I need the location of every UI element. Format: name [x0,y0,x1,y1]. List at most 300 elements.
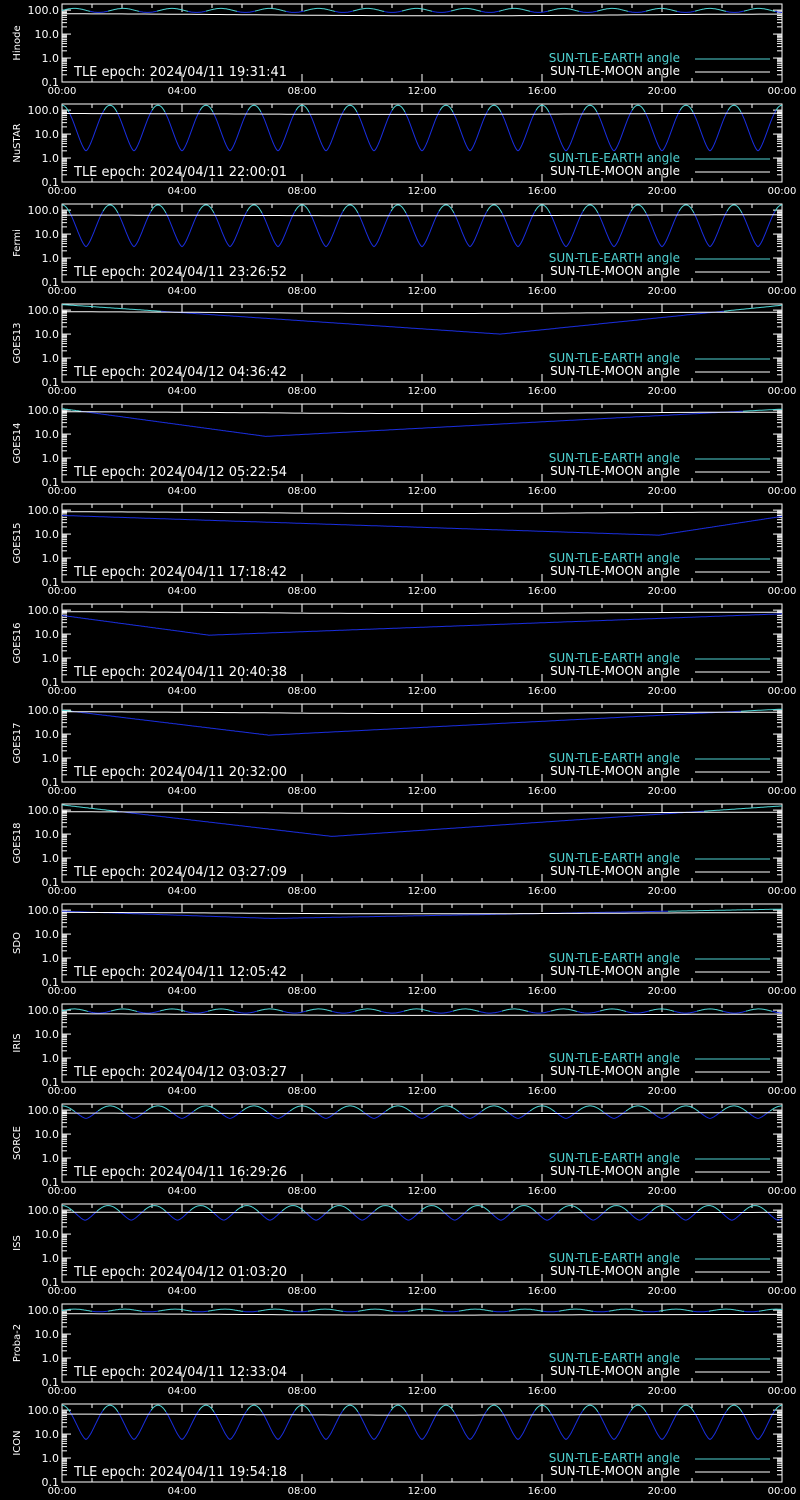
tle-epoch-label: TLE epoch: 2024/04/12 03:27:09 [74,865,288,880]
panel-proba-2 [12,1304,796,1397]
x-tick-label: 00:00 [767,986,797,997]
series-earth-angle [746,1009,772,1011]
x-tick-label: 00:00 [47,786,77,797]
y-tick-label: 10.0 [34,328,59,342]
panel-iss [12,1204,796,1297]
series-earth-angle [185,1011,208,1013]
x-tick-label: 16:00 [527,986,557,997]
series-earth-angle [747,1111,770,1118]
series-moon-angle [62,1014,782,1016]
x-tick-label: 08:00 [287,486,317,497]
series-earth-angle [742,211,775,246]
y-tick-label: 1.0 [41,52,59,66]
tle-epoch-label: TLE epoch: 2024/04/11 19:31:41 [74,65,288,80]
series-moon-angle [62,612,782,614]
series-earth-angle [152,105,165,112]
series-earth-angle [363,1111,386,1118]
series-earth-angle [467,1206,490,1213]
series-earth-angle [137,1011,160,1013]
series-earth-angle [726,11,744,12]
y-tick-label: 0.1 [41,1076,59,1089]
panel-hinode [12,4,796,97]
y-tick-label: 0.1 [41,1376,59,1389]
panel-icon [12,1404,796,1497]
series-earth-angle [674,1106,699,1112]
y-tick-label: 1.0 [41,352,59,366]
series-earth-angle [507,1111,530,1118]
series-earth-angle [451,8,481,11]
series-earth-angle [600,1009,626,1012]
series-earth-angle [247,1405,262,1412]
x-tick-label: 00:00 [767,1186,797,1197]
series-earth-angle [584,105,597,112]
series-moon-angle [62,113,782,114]
x-tick-label: 20:00 [647,386,677,397]
x-tick-label: 00:00 [767,86,797,97]
x-tick-label: 00:00 [47,886,77,897]
series-earth-angle [652,1206,674,1212]
legend-moon-label: SUN-TLE-MOON angle [550,564,680,578]
x-tick-label: 16:00 [527,1086,557,1097]
x-tick-label: 04:00 [167,786,197,797]
series-earth-angle [609,1309,643,1311]
series-earth-angle [355,1009,381,1011]
series-earth-angle [375,1206,397,1212]
series-earth-angle [421,1206,443,1212]
series-earth-angle [555,1111,578,1118]
y-tick-label: 100.0 [27,904,59,918]
series-earth-angle [358,211,391,246]
x-tick-label: 04:00 [167,586,197,597]
series-earth-angle [92,1311,108,1312]
series-earth-angle [727,1405,742,1412]
x-tick-label: 16:00 [527,686,557,697]
series-earth-angle [443,1311,459,1312]
series-earth-angle [693,110,728,151]
x-tick-label: 00:00 [47,986,77,997]
y-tick-label: 100.0 [27,204,59,218]
legend-earth-label: SUN-TLE-EARTH angle [548,1251,680,1265]
y-tick-label: 0.1 [41,276,59,289]
x-tick-label: 08:00 [287,1186,317,1197]
series-earth-angle [488,105,501,112]
series-earth-angle [397,1211,421,1220]
y-axis-label: GOES16 [12,622,23,664]
series-earth-angle [358,1309,393,1311]
series-earth-angle [728,105,741,112]
y-tick-label: 100.0 [27,404,59,418]
legend-moon-label: SUN-TLE-MOON angle [550,864,680,878]
y-tick-label: 1.0 [41,452,59,466]
panel-nustar [12,104,796,197]
series-earth-angle [344,105,357,112]
y-axis-label: SDO [12,932,23,954]
x-tick-label: 20:00 [647,1086,677,1097]
series-earth-angle [258,1309,293,1311]
legend-earth-label: SUN-TLE-EARTH angle [548,1151,680,1165]
x-tick-label: 00:00 [767,886,797,897]
series-earth-angle [530,11,548,12]
series-earth-angle [117,811,704,836]
series-earth-angle [88,1011,111,1013]
legend-earth-label: SUN-TLE-EARTH angle [548,551,680,565]
y-tick-label: 100.0 [27,704,59,718]
x-tick-label: 12:00 [407,486,437,497]
series-earth-angle [98,1106,123,1112]
x-tick-label: 16:00 [527,1186,557,1197]
series-earth-angle [502,211,535,246]
series-earth-angle [108,8,139,11]
y-axis-label: GOES14 [12,422,23,464]
series-earth-angle [351,1211,375,1221]
y-tick-label: 0.1 [41,976,59,989]
x-tick-label: 00:00 [47,286,77,297]
y-axis-label: ICON [12,1430,23,1456]
legend-moon-label: SUN-TLE-MOON angle [550,1464,680,1478]
series-earth-angle [166,211,199,246]
series-earth-angle [402,8,432,11]
series-earth-angle [597,110,632,151]
x-tick-label: 12:00 [407,1286,437,1297]
series-earth-angle [62,205,70,213]
series-earth-angle [550,211,583,246]
series-moon-angle [62,312,782,314]
x-tick-label: 20:00 [647,686,677,697]
tle-epoch-label: TLE epoch: 2024/04/11 20:40:38 [74,665,288,680]
y-tick-label: 10.0 [34,828,59,842]
series-earth-angle [97,1206,120,1212]
x-tick-label: 20:00 [647,886,677,897]
y-tick-label: 10.0 [34,1328,59,1342]
series-earth-angle [70,1410,103,1439]
x-tick-label: 20:00 [647,86,677,97]
tle-epoch-label: TLE epoch: 2024/04/11 17:18:42 [74,565,288,580]
y-tick-label: 0.1 [41,876,59,889]
series-earth-angle [338,1106,363,1112]
x-tick-label: 16:00 [527,1286,557,1297]
series-earth-angle [286,11,304,12]
x-tick-label: 08:00 [287,886,317,897]
panel-sorce [12,1104,796,1197]
x-tick-label: 00:00 [767,786,797,797]
y-tick-label: 1.0 [41,1452,59,1466]
x-tick-label: 20:00 [647,586,677,597]
y-tick-label: 10.0 [34,928,59,942]
x-tick-label: 20:00 [647,486,677,497]
y-tick-label: 10.0 [34,1128,59,1142]
series-earth-angle [499,8,530,11]
x-tick-label: 04:00 [167,686,197,697]
x-tick-label: 16:00 [527,386,557,397]
series-earth-angle [490,1211,513,1220]
y-axis-label: SORCE [12,1126,23,1160]
x-tick-label: 12:00 [407,86,437,97]
series-earth-angle [139,11,157,12]
x-tick-label: 12:00 [407,286,437,297]
series-moon-angle [62,512,782,514]
series-earth-angle [144,1206,166,1212]
series-earth-angle [108,1309,142,1311]
x-tick-label: 20:00 [647,1286,677,1297]
series-earth-angle [583,1405,598,1412]
x-tick-label: 12:00 [407,1486,437,1497]
legend-earth-label: SUN-TLE-EARTH angle [548,751,680,765]
tle-epoch-label: TLE epoch: 2024/04/12 04:36:42 [74,365,288,380]
x-tick-label: 16:00 [527,886,557,897]
series-earth-angle [81,411,743,436]
series-earth-angle [200,105,213,112]
series-earth-angle [459,1309,493,1311]
x-tick-label: 04:00 [167,1386,197,1397]
series-earth-angle [267,1111,290,1118]
series-earth-angle [408,1309,443,1311]
series-earth-angle [651,1111,674,1118]
series-earth-angle [598,211,631,246]
x-tick-label: 20:00 [647,186,677,197]
series-earth-angle [411,1111,434,1118]
legend-moon-label: SUN-TLE-MOON angle [550,1364,680,1378]
x-tick-label: 08:00 [287,686,317,697]
series-earth-angle [392,105,405,112]
x-tick-label: 08:00 [287,786,317,797]
series-earth-angle [262,211,295,246]
x-tick-label: 12:00 [407,1086,437,1097]
y-tick-label: 1.0 [41,252,59,266]
series-earth-angle [206,8,237,11]
y-tick-label: 10.0 [34,628,59,642]
x-tick-label: 00:00 [767,186,797,197]
series-earth-angle [577,1011,600,1013]
x-tick-label: 08:00 [287,1386,317,1397]
x-tick-label: 00:00 [767,1286,797,1297]
panel-sdo [12,904,796,997]
series-earth-angle [309,110,344,151]
series-earth-angle [328,1206,351,1212]
x-tick-label: 04:00 [167,486,197,497]
x-tick-label: 00:00 [767,586,797,597]
y-tick-label: 100.0 [27,304,59,318]
series-earth-angle [767,1212,782,1220]
legend-earth-label: SUN-TLE-EARTH angle [548,151,680,165]
legend-moon-label: SUN-TLE-MOON angle [550,664,680,678]
series-earth-angle [697,1009,723,1011]
y-tick-label: 100.0 [27,604,59,618]
series-moon-angle [62,1113,782,1114]
series-earth-angle [405,110,440,151]
y-tick-label: 1.0 [41,952,59,966]
y-tick-label: 1.0 [41,152,59,166]
series-earth-angle [386,1106,411,1112]
x-tick-label: 00:00 [767,1086,797,1097]
y-axis-label: Fermi [12,229,23,257]
series-earth-angle [213,110,248,151]
series-earth-angle [151,1405,166,1412]
legend-moon-label: SUN-TLE-MOON angle [550,464,680,478]
series-earth-angle [247,205,262,213]
y-tick-label: 10.0 [34,228,59,242]
series-earth-angle [443,1211,467,1220]
y-tick-label: 10.0 [34,1228,59,1242]
series-earth-angle [255,8,286,11]
series-earth-angle [381,1011,404,1013]
x-tick-label: 16:00 [527,286,557,297]
series-earth-angle [146,1106,171,1112]
x-tick-label: 00:00 [767,486,797,497]
series-earth-angle [243,1311,258,1312]
x-tick-label: 20:00 [647,1186,677,1197]
series-earth-angle [479,1011,502,1013]
series-earth-angle [343,1405,358,1412]
x-tick-label: 08:00 [287,386,317,397]
x-tick-label: 16:00 [527,786,557,797]
x-tick-label: 04:00 [167,1186,197,1197]
tle-epoch-label: TLE epoch: 2024/04/12 01:03:20 [74,1265,288,1280]
series-earth-angle [727,205,742,213]
series-earth-angle [626,1106,651,1112]
series-earth-angle [208,1009,234,1011]
tle-epoch-label: TLE epoch: 2024/04/11 23:26:52 [74,265,288,280]
panel-goes16 [12,604,796,697]
y-axis-label: GOES13 [12,322,23,364]
legend-moon-label: SUN-TLE-MOON angle [550,164,680,178]
series-earth-angle [548,8,579,11]
x-tick-label: 12:00 [407,186,437,197]
y-tick-label: 100.0 [27,1404,59,1418]
series-earth-angle [62,305,161,312]
series-earth-angle [482,1106,507,1112]
series-earth-angle [646,211,679,246]
series-earth-angle [434,1106,459,1112]
y-tick-label: 10.0 [34,528,59,542]
series-earth-angle [487,1405,502,1412]
x-tick-label: 16:00 [527,1486,557,1497]
series-earth-angle [353,8,384,11]
series-earth-angle [151,205,166,213]
tle-epoch-label: TLE epoch: 2024/04/11 16:29:26 [74,1165,288,1180]
x-tick-label: 20:00 [647,786,677,797]
series-earth-angle [704,806,782,811]
x-tick-label: 16:00 [527,486,557,497]
tle-epoch-label: TLE epoch: 2024/04/12 05:22:54 [74,465,288,480]
y-tick-label: 0.1 [41,476,59,489]
series-earth-angle [744,1311,759,1312]
x-tick-label: 00:00 [767,686,797,697]
series-earth-angle [579,11,597,12]
x-tick-label: 00:00 [767,1386,797,1397]
x-tick-label: 00:00 [47,1486,77,1497]
series-earth-angle [502,1009,528,1012]
series-earth-angle [242,1106,267,1112]
y-axis-label: GOES15 [12,522,23,564]
series-earth-angle [171,1111,194,1118]
x-tick-label: 04:00 [167,1286,197,1297]
series-earth-angle [487,205,502,213]
series-earth-angle [142,1311,158,1312]
series-earth-angle [248,105,261,112]
x-tick-label: 12:00 [407,886,437,897]
series-earth-angle [332,1011,355,1013]
x-tick-label: 00:00 [47,1186,77,1197]
series-earth-angle [111,1009,137,1012]
series-earth-angle [430,1011,453,1013]
y-axis-label: ISS [12,1235,23,1251]
legend-earth-label: SUN-TLE-EARTH angle [548,451,680,465]
series-earth-angle [459,1111,482,1118]
series-earth-angle [236,1206,259,1213]
series-earth-angle [158,1309,192,1311]
x-tick-label: 16:00 [527,1386,557,1397]
series-earth-angle [603,1111,626,1118]
y-tick-label: 100.0 [27,1004,59,1018]
series-earth-angle [628,11,646,12]
y-axis-label: GOES17 [12,722,23,764]
series-moon-angle [62,912,782,913]
series-moon-angle [62,1314,782,1315]
series-earth-angle [304,8,335,11]
x-tick-label: 04:00 [167,86,197,97]
panel-fermi [12,204,796,297]
y-tick-label: 0.1 [41,76,59,89]
panel-goes17 [12,704,796,797]
panel-goes18 [12,804,796,897]
series-earth-angle [406,211,439,246]
x-tick-label: 12:00 [407,986,437,997]
tle-epoch-label: TLE epoch: 2024/04/11 12:33:04 [74,1365,288,1380]
x-tick-label: 12:00 [407,686,437,697]
series-earth-angle [582,1211,606,1221]
y-tick-label: 100.0 [27,4,59,18]
x-tick-label: 08:00 [287,1086,317,1097]
legend-earth-label: SUN-TLE-EARTH angle [548,251,680,265]
x-tick-label: 00:00 [767,286,797,297]
series-earth-angle [509,1309,543,1311]
series-earth-angle [160,1009,185,1011]
x-tick-label: 00:00 [47,686,77,697]
y-tick-label: 0.1 [41,376,59,389]
series-earth-angle [668,909,782,911]
series-earth-angle [695,8,726,11]
series-earth-angle [454,211,487,246]
series-earth-angle [698,1206,721,1213]
y-tick-label: 0.1 [41,576,59,589]
series-earth-angle [453,1009,479,1012]
panel-iris [12,1004,796,1097]
x-tick-label: 00:00 [767,386,797,397]
series-earth-angle [104,105,117,112]
series-earth-angle [559,1206,582,1212]
y-tick-label: 1.0 [41,1152,59,1166]
x-tick-label: 08:00 [287,1486,317,1497]
x-tick-label: 12:00 [407,1386,437,1397]
x-tick-label: 00:00 [47,86,77,97]
y-tick-label: 100.0 [27,1304,59,1318]
y-axis-label: GOES18 [12,822,23,864]
series-earth-angle [606,1206,628,1212]
x-tick-label: 20:00 [647,986,677,997]
series-earth-angle [214,211,247,246]
x-tick-label: 08:00 [287,986,317,997]
series-earth-angle [343,1311,358,1312]
series-earth-angle [391,1405,406,1412]
y-tick-label: 100.0 [27,104,59,118]
legend-earth-label: SUN-TLE-EARTH angle [548,351,680,365]
series-earth-angle [776,105,782,110]
series-earth-angle [188,11,206,12]
series-earth-angle [632,105,645,112]
legend-moon-label: SUN-TLE-MOON angle [550,364,680,378]
series-earth-angle [208,1309,243,1311]
x-tick-label: 00:00 [47,486,77,497]
